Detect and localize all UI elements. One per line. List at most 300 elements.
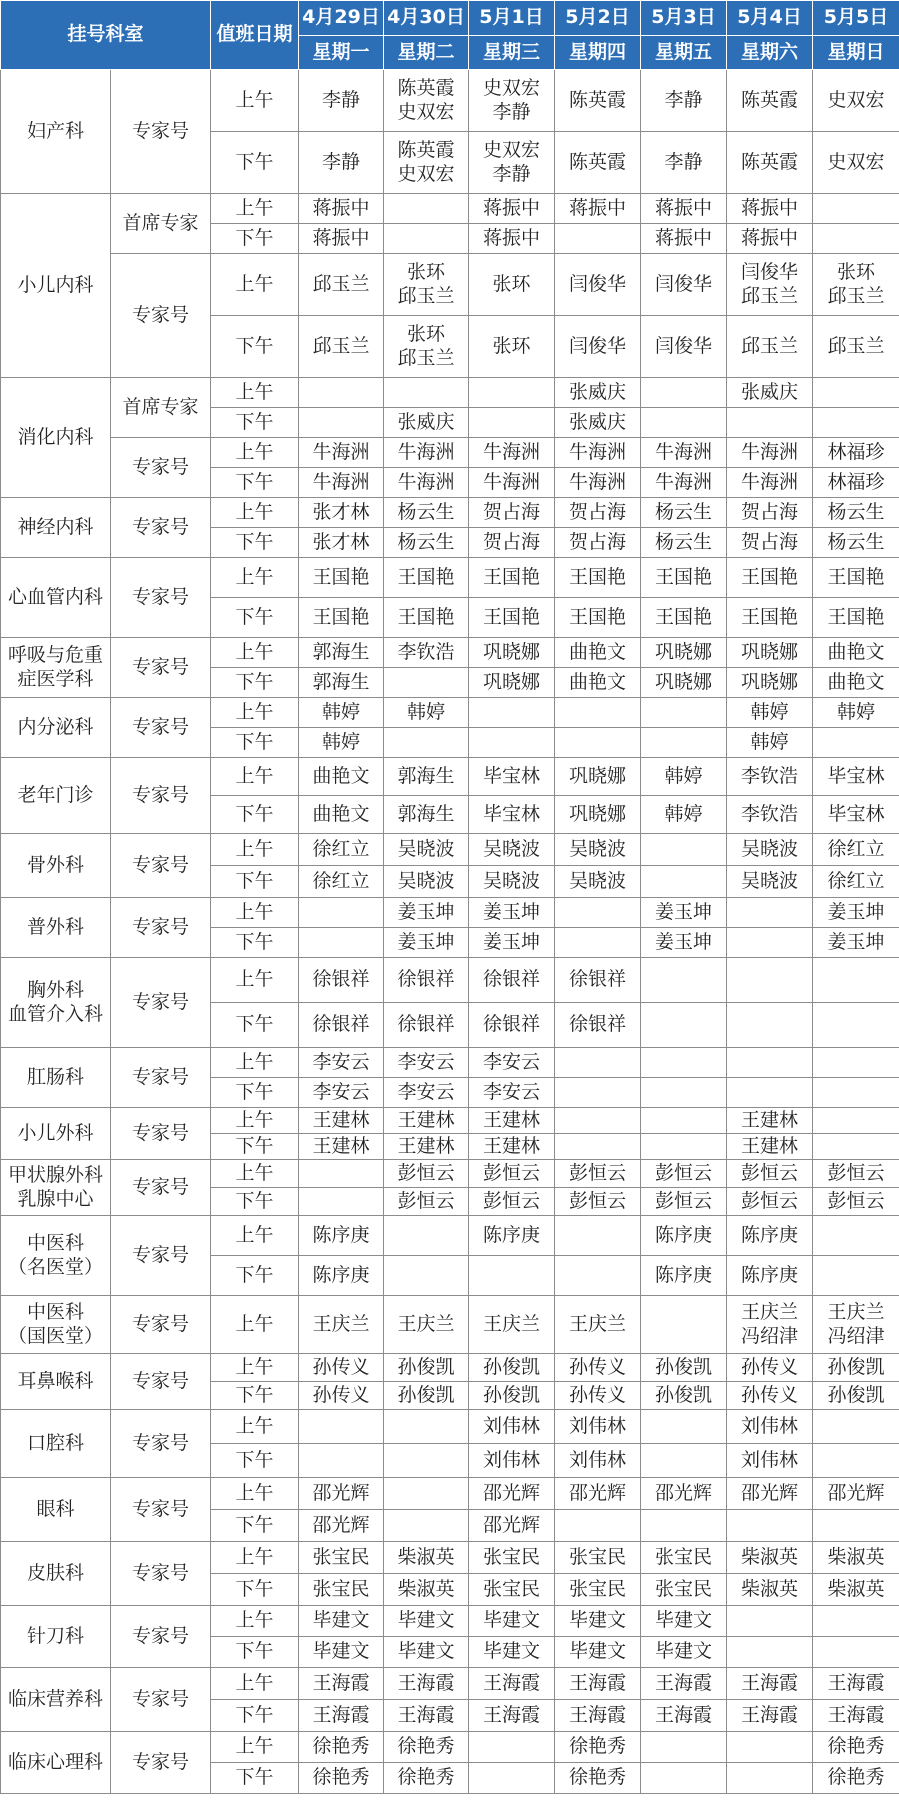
doctor-cell (469, 1256, 555, 1296)
doctor-cell: 杨云生 (813, 498, 899, 528)
doctor-cell (555, 1134, 641, 1160)
doctor-cell: 贺占海 (727, 528, 813, 558)
table-row (1, 1160, 899, 1188)
doctor-cell: 王国艳 (641, 558, 727, 598)
period-cell: 上午 (211, 1354, 299, 1382)
department-cell: 胸外科 血管介入科 (1, 958, 111, 1048)
period-cell: 上午 (211, 1296, 299, 1354)
doctor-cell: 姜玉坤 (813, 898, 899, 928)
doctor-cell (641, 1108, 727, 1134)
doctor-cell: 邵光辉 (555, 1478, 641, 1510)
period-cell: 上午 (211, 1108, 299, 1134)
doctor-cell: 彭恒云 (641, 1188, 727, 1216)
department-cell: 针刀科 (1, 1606, 111, 1668)
table-row (1, 1542, 899, 1574)
doctor-cell (641, 1410, 727, 1444)
doctor-cell: 蒋振中 (469, 224, 555, 254)
period-cell: 上午 (211, 1606, 299, 1637)
doctor-cell: 李钦浩 (727, 758, 813, 796)
clinic-type-cell: 专家号 (111, 254, 211, 378)
doctor-cell: 彭恒云 (555, 1160, 641, 1188)
doctor-cell: 王庆兰 (384, 1296, 469, 1354)
doctor-cell: 王海霞 (555, 1668, 641, 1700)
department-cell: 临床心理科 (1, 1732, 111, 1794)
doctor-cell: 姜玉坤 (384, 898, 469, 928)
doctor-cell (384, 194, 469, 224)
doctor-cell (384, 378, 469, 408)
doctor-cell: 姜玉坤 (469, 898, 555, 928)
department-cell: 小儿外科 (1, 1108, 111, 1160)
table-row (1, 758, 899, 796)
doctor-cell: 曲艳文 (299, 796, 384, 834)
doctor-cell: 王海霞 (384, 1668, 469, 1700)
dept-header: 挂号科室 (1, 1, 211, 70)
doctor-cell (813, 1410, 899, 1444)
period-cell: 上午 (211, 1048, 299, 1078)
doctor-cell: 李静 (641, 70, 727, 132)
table-row (1, 378, 899, 408)
doctor-cell (727, 1763, 813, 1794)
doctor-cell: 杨云生 (813, 528, 899, 558)
table-row (1, 1048, 899, 1078)
doctor-cell (555, 1078, 641, 1108)
date-cell: 5月2日 (555, 1, 641, 36)
table-row (1, 438, 899, 468)
doctor-cell (299, 1444, 384, 1478)
period-cell: 下午 (211, 1003, 299, 1048)
doctor-cell: 张宝民 (469, 1574, 555, 1606)
doctor-cell (384, 668, 469, 698)
doctor-cell (384, 728, 469, 758)
doctor-cell: 彭恒云 (469, 1160, 555, 1188)
period-cell: 上午 (211, 438, 299, 468)
doctor-cell: 闫俊华 (641, 316, 727, 378)
doctor-cell (813, 1078, 899, 1108)
doctor-cell: 韩婷 (727, 698, 813, 728)
date-cell: 4月30日 (384, 1, 469, 36)
date-cell: 5月5日 (813, 1, 899, 36)
table-row (1, 1606, 899, 1637)
doctor-cell: 林福珍 (813, 438, 899, 468)
doctor-cell (641, 1134, 727, 1160)
doctor-cell: 李静 (299, 70, 384, 132)
department-cell: 肛肠科 (1, 1048, 111, 1108)
doctor-cell: 毕建文 (299, 1606, 384, 1637)
doctor-cell: 王国艳 (555, 598, 641, 638)
clinic-type-cell: 专家号 (111, 1108, 211, 1160)
doctor-cell: 毕建文 (384, 1606, 469, 1637)
doctor-cell: 郭海生 (384, 758, 469, 796)
doctor-cell: 刘伟林 (727, 1444, 813, 1478)
clinic-type-cell: 专家号 (111, 558, 211, 638)
doctor-cell: 陈序庚 (727, 1216, 813, 1256)
table-row (1, 834, 899, 866)
doctor-cell: 柴淑英 (384, 1574, 469, 1606)
doctor-cell: 彭恒云 (469, 1188, 555, 1216)
table-row (1, 958, 899, 1003)
doctor-cell: 巩晓娜 (727, 668, 813, 698)
clinic-type-cell: 专家号 (111, 1668, 211, 1732)
doctor-cell: 刘伟林 (555, 1410, 641, 1444)
doctor-cell: 孙俊凯 (813, 1382, 899, 1410)
doctor-cell: 彭恒云 (384, 1188, 469, 1216)
doctor-cell: 吴晓波 (727, 866, 813, 898)
period-cell: 上午 (211, 1732, 299, 1763)
doctor-cell: 邱玉兰 (299, 316, 384, 378)
doctor-cell: 蒋振中 (299, 194, 384, 224)
doctor-cell: 孙传义 (555, 1354, 641, 1382)
doctor-cell: 王建林 (469, 1108, 555, 1134)
doctor-cell: 姜玉坤 (813, 928, 899, 958)
department-cell: 普外科 (1, 898, 111, 958)
doctor-cell (727, 1078, 813, 1108)
doctor-cell: 吴晓波 (384, 866, 469, 898)
doctor-cell: 刘伟林 (727, 1410, 813, 1444)
doctor-cell (384, 1444, 469, 1478)
doctor-cell (813, 378, 899, 408)
doctor-cell: 吴晓波 (384, 834, 469, 866)
period-cell: 上午 (211, 958, 299, 1003)
doctor-cell: 徐银祥 (469, 1003, 555, 1048)
doctor-cell (555, 728, 641, 758)
doctor-cell: 毕建文 (469, 1637, 555, 1668)
doctor-cell: 张才林 (299, 528, 384, 558)
department-cell: 妇产科 (1, 70, 111, 194)
doctor-cell (555, 1510, 641, 1542)
doctor-cell: 陈序庚 (641, 1216, 727, 1256)
period-cell: 上午 (211, 378, 299, 408)
clinic-type-cell: 专家号 (111, 1216, 211, 1296)
table-row (1, 498, 899, 528)
doctor-cell (641, 1444, 727, 1478)
doctor-cell: 徐银祥 (555, 958, 641, 1003)
doctor-cell: 王庆兰 (299, 1296, 384, 1354)
doctor-cell (813, 1216, 899, 1256)
doctor-cell (299, 408, 384, 438)
doctor-cell: 毕宝林 (813, 796, 899, 834)
doctor-cell (727, 1003, 813, 1048)
period-cell: 下午 (211, 316, 299, 378)
clinic-type-cell: 专家号 (111, 1048, 211, 1108)
doctor-cell: 蒋振中 (299, 224, 384, 254)
doctor-cell: 李安云 (469, 1048, 555, 1078)
doctor-cell: 王海霞 (555, 1700, 641, 1732)
doctor-cell (555, 1108, 641, 1134)
table-row (1, 194, 899, 224)
doctor-cell: 柴淑英 (813, 1574, 899, 1606)
period-cell: 上午 (211, 698, 299, 728)
table-row (1, 898, 899, 928)
doctor-cell (384, 224, 469, 254)
doctor-cell (727, 958, 813, 1003)
department-cell: 内分泌科 (1, 698, 111, 758)
doctor-cell: 闫俊华 邱玉兰 (727, 254, 813, 316)
doctor-cell: 牛海洲 (299, 468, 384, 498)
doctor-cell: 史双宏 李静 (469, 70, 555, 132)
doctor-cell: 曲艳文 (813, 638, 899, 668)
period-cell: 上午 (211, 1216, 299, 1256)
period-cell: 下午 (211, 668, 299, 698)
doctor-cell (641, 1003, 727, 1048)
doctor-cell: 李安云 (299, 1078, 384, 1108)
doctor-cell: 闫俊华 (555, 316, 641, 378)
doctor-cell (813, 1256, 899, 1296)
doctor-cell (384, 1478, 469, 1510)
clinic-type-cell: 首席专家 (111, 194, 211, 254)
clinic-type-cell: 专家号 (111, 1296, 211, 1354)
doctor-cell (813, 1637, 899, 1668)
doctor-cell: 毕宝林 (469, 796, 555, 834)
doctor-cell (299, 378, 384, 408)
doctor-cell: 徐银祥 (555, 1003, 641, 1048)
doctor-cell: 徐艳秀 (299, 1732, 384, 1763)
doctor-cell: 邵光辉 (469, 1510, 555, 1542)
department-cell: 小儿内科 (1, 194, 111, 378)
doctor-cell (813, 958, 899, 1003)
doctor-cell: 贺占海 (555, 498, 641, 528)
doctor-cell: 王海霞 (641, 1668, 727, 1700)
table-row (1, 1354, 899, 1382)
doctor-cell (813, 408, 899, 438)
period-cell: 上午 (211, 1410, 299, 1444)
doctor-cell: 徐银祥 (469, 958, 555, 1003)
doctor-cell (555, 1256, 641, 1296)
doctor-cell: 韩婷 (641, 796, 727, 834)
weekday-cell: 星期一 (299, 36, 384, 70)
doctor-cell (727, 898, 813, 928)
clinic-type-cell: 专家号 (111, 898, 211, 958)
doctor-cell: 王国艳 (299, 558, 384, 598)
doctor-cell: 李安云 (384, 1078, 469, 1108)
doctor-cell: 张环 邱玉兰 (384, 316, 469, 378)
period-cell: 下午 (211, 468, 299, 498)
doctor-cell: 曲艳文 (555, 638, 641, 668)
doctor-cell: 贺占海 (469, 498, 555, 528)
period-cell: 下午 (211, 408, 299, 438)
doctor-cell: 邱玉兰 (299, 254, 384, 316)
doctor-cell: 曲艳文 (299, 758, 384, 796)
doctor-cell (469, 1732, 555, 1763)
doctor-cell: 李安云 (469, 1078, 555, 1108)
clinic-type-cell: 专家号 (111, 1478, 211, 1542)
period-cell: 下午 (211, 1134, 299, 1160)
period-cell: 下午 (211, 1700, 299, 1732)
doctor-cell: 杨云生 (384, 498, 469, 528)
doctor-cell (555, 1216, 641, 1256)
doctor-cell: 巩晓娜 (727, 638, 813, 668)
doctor-cell (641, 1296, 727, 1354)
doctor-cell: 杨云生 (641, 528, 727, 558)
date-cell: 5月1日 (469, 1, 555, 36)
doctor-cell: 孙传义 (727, 1382, 813, 1410)
doctor-cell: 徐银祥 (299, 1003, 384, 1048)
department-cell: 眼科 (1, 1478, 111, 1542)
period-cell: 下午 (211, 1256, 299, 1296)
doctor-cell: 王建林 (299, 1108, 384, 1134)
table-row (1, 1216, 899, 1256)
doctor-cell (555, 698, 641, 728)
doctor-cell: 蒋振中 (727, 224, 813, 254)
doctor-cell: 张宝民 (555, 1542, 641, 1574)
doctor-cell: 王国艳 (727, 598, 813, 638)
doctor-cell: 蒋振中 (555, 194, 641, 224)
doctor-cell: 李安云 (299, 1048, 384, 1078)
doctor-cell: 彭恒云 (813, 1160, 899, 1188)
doctor-cell (384, 1510, 469, 1542)
doctor-cell: 徐艳秀 (384, 1732, 469, 1763)
doctor-cell (813, 1048, 899, 1078)
doctor-cell: 张宝民 (641, 1542, 727, 1574)
doctor-cell: 牛海洲 (727, 438, 813, 468)
department-cell: 呼吸与危重 症医学科 (1, 638, 111, 698)
doctor-cell: 彭恒云 (641, 1160, 727, 1188)
period-cell: 下午 (211, 928, 299, 958)
doctor-cell: 牛海洲 (469, 468, 555, 498)
doctor-cell: 牛海洲 (469, 438, 555, 468)
doctor-cell (813, 1606, 899, 1637)
doctor-cell (641, 1048, 727, 1078)
clinic-type-cell: 专家号 (111, 498, 211, 558)
doctor-cell: 巩晓娜 (555, 758, 641, 796)
period-cell: 下午 (211, 1382, 299, 1410)
doctor-cell: 孙传义 (299, 1354, 384, 1382)
doctor-cell: 柴淑英 (813, 1542, 899, 1574)
doctor-cell: 毕建文 (384, 1637, 469, 1668)
doctor-cell: 郭海生 (384, 796, 469, 834)
department-cell: 临床营养科 (1, 1668, 111, 1732)
doctor-cell (299, 1188, 384, 1216)
doctor-cell: 邱玉兰 (813, 316, 899, 378)
period-cell: 下午 (211, 1637, 299, 1668)
doctor-cell: 孙俊凯 (641, 1382, 727, 1410)
doctor-cell: 王庆兰 冯绍津 (813, 1296, 899, 1354)
clinic-type-cell: 专家号 (111, 958, 211, 1048)
clinic-type-cell: 专家号 (111, 70, 211, 194)
doctor-cell: 王建林 (384, 1108, 469, 1134)
doctor-cell: 毕建文 (555, 1606, 641, 1637)
doctor-cell: 吴晓波 (469, 834, 555, 866)
doctor-cell (813, 1510, 899, 1542)
doctor-cell: 姜玉坤 (384, 928, 469, 958)
doctor-cell: 徐艳秀 (555, 1763, 641, 1794)
doctor-cell (813, 224, 899, 254)
doctor-cell: 陈英霞 (727, 70, 813, 132)
doctor-cell (384, 1410, 469, 1444)
doctor-cell: 陈序庚 (469, 1216, 555, 1256)
doctor-cell: 陈英霞 (555, 132, 641, 194)
doctor-cell (641, 866, 727, 898)
period-cell: 下午 (211, 1078, 299, 1108)
doctor-cell: 邵光辉 (813, 1478, 899, 1510)
doctor-cell: 刘伟林 (555, 1444, 641, 1478)
period-cell: 上午 (211, 498, 299, 528)
doctor-cell: 王庆兰 冯绍津 (727, 1296, 813, 1354)
doctor-cell (727, 1606, 813, 1637)
doctor-cell: 张威庆 (384, 408, 469, 438)
doctor-cell: 王国艳 (555, 558, 641, 598)
doctor-cell: 牛海洲 (384, 438, 469, 468)
period-cell: 下午 (211, 598, 299, 638)
doctor-cell: 王国艳 (384, 558, 469, 598)
doctor-cell: 杨云生 (641, 498, 727, 528)
doctor-cell: 韩婷 (299, 728, 384, 758)
doctor-cell: 巩晓娜 (641, 668, 727, 698)
doctor-cell: 邵光辉 (299, 1478, 384, 1510)
doctor-cell: 王国艳 (299, 598, 384, 638)
doctor-cell: 王海霞 (469, 1668, 555, 1700)
doctor-cell: 柴淑英 (727, 1574, 813, 1606)
doctor-cell (813, 1134, 899, 1160)
doctor-cell: 王海霞 (469, 1700, 555, 1732)
doctor-cell (813, 1003, 899, 1048)
period-cell: 下午 (211, 1763, 299, 1794)
doctor-cell: 毕宝林 (813, 758, 899, 796)
doctor-cell: 徐银祥 (299, 958, 384, 1003)
department-cell: 消化内科 (1, 378, 111, 498)
period-cell: 下午 (211, 796, 299, 834)
doctor-cell: 邵光辉 (641, 1478, 727, 1510)
doctor-cell: 徐红立 (299, 834, 384, 866)
schedule-header (1, 1, 899, 70)
doctor-cell (469, 378, 555, 408)
doctor-cell: 蒋振中 (469, 194, 555, 224)
doctor-cell: 王海霞 (727, 1700, 813, 1732)
table-row (1, 1108, 899, 1134)
doctor-cell: 张环 (469, 316, 555, 378)
period-cell: 上午 (211, 558, 299, 598)
doctor-cell: 姜玉坤 (641, 928, 727, 958)
clinic-type-cell: 专家号 (111, 758, 211, 834)
doctor-cell: 韩婷 (299, 698, 384, 728)
period-cell: 下午 (211, 1188, 299, 1216)
doctor-cell: 郭海生 (299, 638, 384, 668)
doctor-cell: 王国艳 (469, 558, 555, 598)
doctor-cell: 王建林 (384, 1134, 469, 1160)
doctor-cell: 巩晓娜 (555, 796, 641, 834)
department-cell: 中医科 （名医堂） (1, 1216, 111, 1296)
period-cell: 下午 (211, 132, 299, 194)
doctor-cell: 张宝民 (299, 1574, 384, 1606)
doctor-cell: 孙俊凯 (469, 1354, 555, 1382)
doctor-cell (299, 928, 384, 958)
department-cell: 心血管内科 (1, 558, 111, 638)
period-cell: 上午 (211, 834, 299, 866)
doctor-cell: 徐艳秀 (813, 1763, 899, 1794)
doctor-cell (813, 728, 899, 758)
doctor-cell: 陈序庚 (727, 1256, 813, 1296)
department-cell: 耳鼻喉科 (1, 1354, 111, 1410)
doctor-cell: 王国艳 (813, 598, 899, 638)
department-cell: 甲状腺外科 乳腺中心 (1, 1160, 111, 1216)
doctor-cell: 毕宝林 (469, 758, 555, 796)
period-cell: 下午 (211, 728, 299, 758)
doctor-cell: 徐艳秀 (813, 1732, 899, 1763)
doctor-cell: 陈序庚 (641, 1256, 727, 1296)
doctor-cell: 孙俊凯 (813, 1354, 899, 1382)
doctor-cell: 陈英霞 (727, 132, 813, 194)
doctor-cell (641, 378, 727, 408)
doctor-cell: 刘伟林 (469, 1410, 555, 1444)
doctor-cell (641, 408, 727, 438)
doctor-cell: 陈英霞 (555, 70, 641, 132)
clinic-type-cell: 专家号 (111, 1542, 211, 1606)
doctor-cell (641, 698, 727, 728)
doctor-cell: 蒋振中 (641, 224, 727, 254)
doctor-cell: 彭恒云 (727, 1188, 813, 1216)
doctor-cell: 巩晓娜 (641, 638, 727, 668)
weekday-cell: 星期二 (384, 36, 469, 70)
doctor-cell (641, 1763, 727, 1794)
